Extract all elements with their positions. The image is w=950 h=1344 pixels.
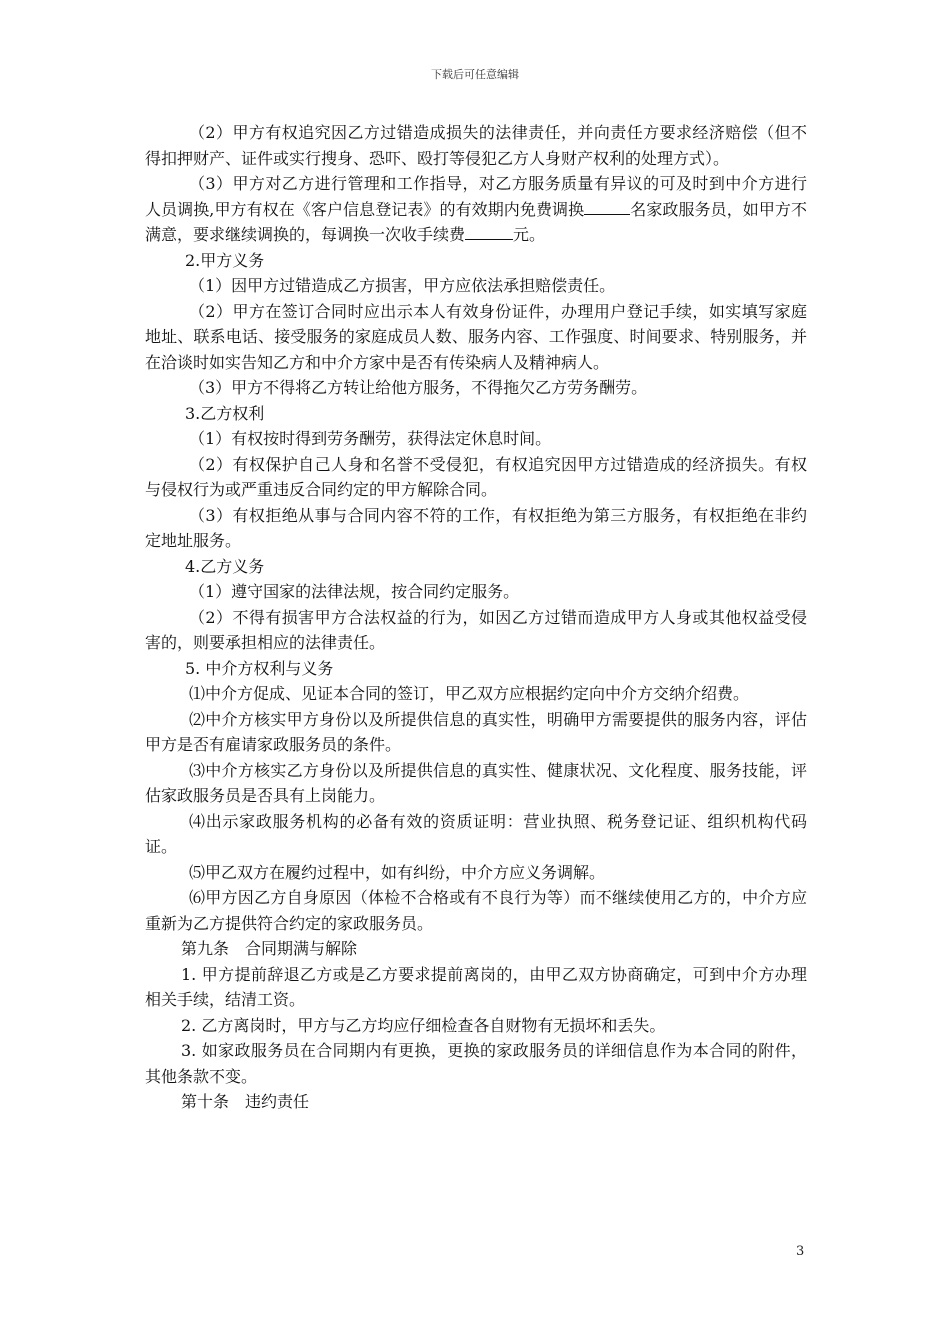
paragraph: （2）有权保护自己人身和名誉不受侵犯，有权追究因甲方过错造成的经济损失。有权与侵权行为或严重违反合同约定的甲方解除合同。 xyxy=(145,454,807,499)
paragraph: （3）甲方不得将乙方转让给他方服务，不得拖欠乙方劳务酬劳。 xyxy=(189,378,648,397)
fill-in-blank xyxy=(465,225,513,240)
page-header: 下载后可任意编辑 xyxy=(431,68,519,81)
paragraph: （2）甲方在签订合同时应出示本人有效身份证件，办理用户登记手续，如实填写家庭地址、联系电话、接受服务的家庭成员人数、服务内容、工作强度、时间要求、特别服务，并在洽谈时如实告知乙方和中介方家中是否有传染病人及精神病人。 xyxy=(145,301,807,372)
paragraph: ⑷出示家政服务机构的必备有效的资质证明：营业执照、税务登记证、组织机构代码证。 xyxy=(145,811,807,856)
page-number: 3 xyxy=(796,1244,805,1259)
paragraph-text: （3）甲方对乙方进行管理和工作指导，对乙方服务质量有异议的可及时到中介方进行人员调换,甲方有权在《客户信息登记表》的有效期内免费调换 xyxy=(145,174,807,219)
article-heading: 第九条 合同期满与解除 xyxy=(181,939,358,958)
paragraph: （1）因甲方过错造成乙方损害，甲方应依法承担赔偿责任。 xyxy=(189,276,616,295)
fill-in-blank xyxy=(584,200,630,215)
paragraph: 2. 乙方离岗时，甲方与乙方均应仔细检查各自财物有无损坏和丢失。 xyxy=(181,1015,666,1035)
section-heading: 2.甲方义务 xyxy=(185,250,265,270)
paragraph-text: 名家政服务员，如甲方不满意，要求继续调换的，每调换一次收手续费 xyxy=(145,199,807,244)
paragraph: ⑵中介方核实甲方身份以及所提供信息的真实性，明确甲方需要提供的服务内容，评估甲方是否有雇请家政服务员的条件。 xyxy=(145,709,807,754)
paragraph: （1）有权按时得到劳务酬劳，获得法定休息时间。 xyxy=(189,429,552,448)
section-heading: 3.乙方权利 xyxy=(185,403,265,423)
paragraph: ⑹甲方因乙方自身原因（体检不合格或有不良行为等）而不继续使用乙方的，中介方应重新为乙方提供符合约定的家政服务员。 xyxy=(145,888,807,933)
paragraph-text: 元。 xyxy=(513,225,546,244)
paragraph: ⑴中介方促成、见证本合同的签订，甲乙双方应根据约定向中介方交纳介绍费。 xyxy=(189,684,750,703)
paragraph: 1. 甲方提前辞退乙方或是乙方要求提前离岗的，由甲乙双方协商确定，可到中介方办理相关手续，结清工资。 xyxy=(145,964,807,1009)
article-heading: 第十条 违约责任 xyxy=(181,1092,310,1111)
paragraph: （2）甲方有权追究因乙方过错造成损失的法律责任，并向责任方要求经济赔偿（但不得扣押财产、证件或实行搜身、恐吓、殴打等侵犯乙方人身财产权利的处理方式）。 xyxy=(145,123,807,168)
document-body xyxy=(145,120,807,1115)
paragraph-with-blanks xyxy=(145,171,807,248)
section-heading: 5. 中介方权利与义务 xyxy=(185,658,334,678)
paragraph: ⑸甲乙双方在履约过程中，如有纠纷，中介方应义务调解。 xyxy=(189,862,606,882)
paragraph: （3）有权拒绝从事与合同内容不符的工作，有权拒绝为第三方服务，有权拒绝在非约定地址服务。 xyxy=(145,505,807,550)
paragraph: ⑶中介方核实乙方身份以及所提供信息的真实性、健康状况、文化程度、服务技能，评估家政服务员是否具有上岗能力。 xyxy=(145,760,807,805)
paragraph: 3. 如家政服务员在合同期内有更换，更换的家政服务员的详细信息作为本合同的附件，其他条款不变。 xyxy=(145,1041,807,1086)
paragraph: （2）不得有损害甲方合法权益的行为，如因乙方过错而造成甲方人身或其他权益受侵害的，则要承担相应的法律责任。 xyxy=(145,607,807,652)
paragraph: （1）遵守国家的法律法规，按合同约定服务。 xyxy=(189,582,520,601)
section-heading: 4.乙方义务 xyxy=(185,556,265,576)
